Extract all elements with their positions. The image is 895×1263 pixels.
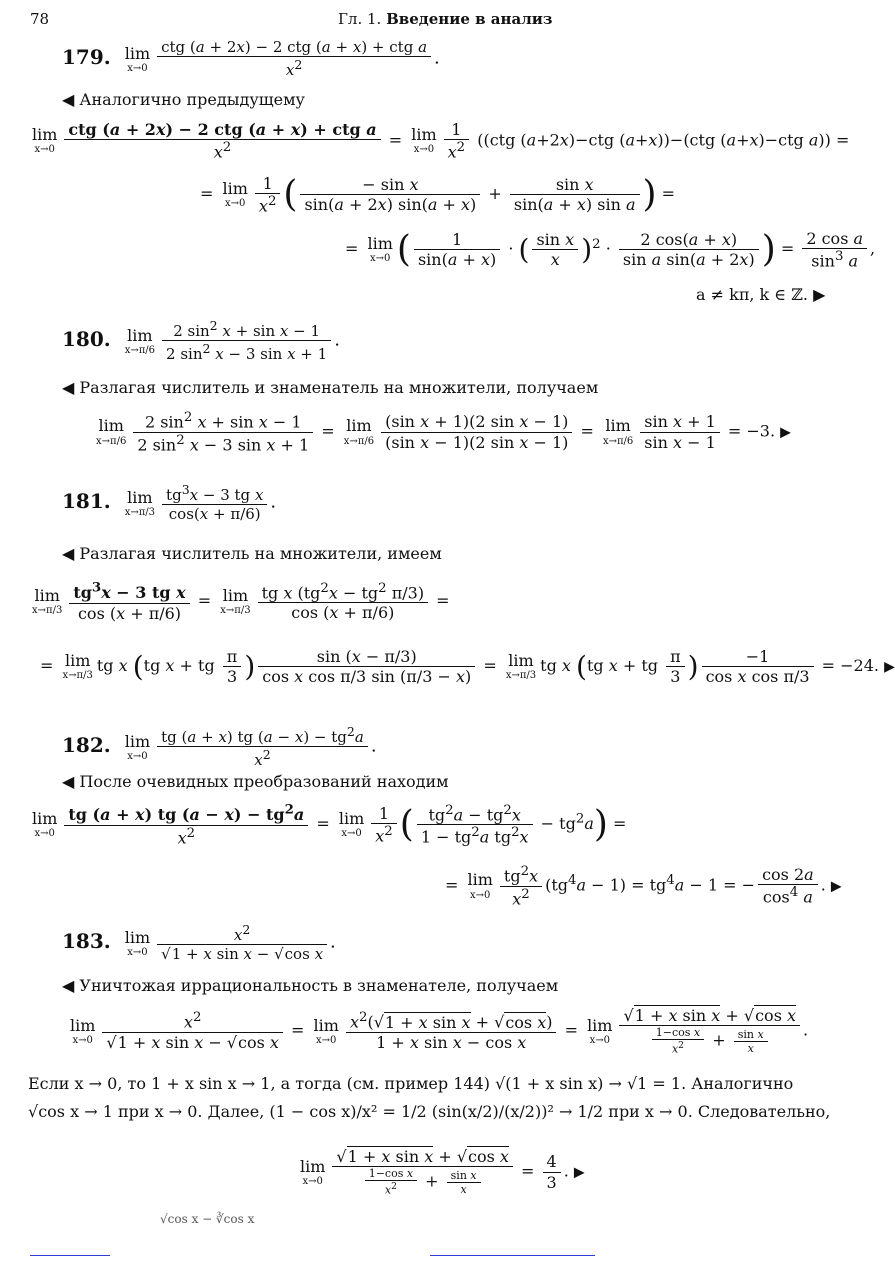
solution-step-2: = lim x→π/3 tg x (tg x + tg $\frac{\pi}{3}$ ) $\frac{\sin (x - \pi/3)}{\text{cos x cos π/3 sin (π/3 − x)}}$ = lim x→π/3 tg x (tg x + tg $\frac{\pi}{3}$ ) $\frac{-1}{\text{cos x cos π/3}}$ = −24. ▶ — [40, 647, 895, 687]
footer-rule-left — [30, 1255, 110, 1256]
page-number: 78 — [30, 10, 50, 28]
problem-number: 183. — [62, 928, 111, 953]
solution-text-2: √cos x → 1 при x → 0. Далее, (1 − cos x)/x² = 1/2 (sin(x/2)/(x/2))² → 1/2 при x → 0. Следовательно, — [28, 1102, 831, 1121]
problem-statement: 179. lim x→0 $\frac{\text{ctg (a + 2x) − 2 ctg (a + x) + ctg a}}{x^2}$ . — [62, 38, 440, 79]
solution-text-1: Если x → 0, то 1 + x sin x → 1, а тогда (см. пример 144) √(1 + x sin x) → √1 = 1. Аналогично — [28, 1074, 794, 1093]
solution-intro: ◀ После очевидных преобразований находим — [62, 772, 449, 791]
solution-step-2: = lim x→0 $\frac{tg^2x}{x^2}$ $(tg^4a - 1) = tg^4a - 1$ = − $\frac{\cos 2a}{\cos^4 a}$ . ▶ — [445, 864, 842, 908]
solution-conclusion: a ≠ kπ, k ∈ ℤ. ▶ — [696, 285, 826, 304]
problem-statement: 180. lim x→π/6 $\frac{2 \sin^2 x + \sin x - 1}{2 \sin^2 x - 3 \sin x + 1}$ . — [62, 318, 340, 363]
solution-step-1: lim x→0 $\frac{tg (a + x) tg (a - x) - tg^2a}{x^2}$ = lim x→0 $\frac{1}{x^2}$ ( $\frac{tg^2a - tg^2x}{1 - tg^2a tg^2x}$ − $tg^2a$) = — [32, 802, 627, 847]
chapter-label: Гл. 1. — [338, 10, 382, 28]
problem-statement: 183. lim x→0 $\frac{x^2}{\text{√1 + x sin x − √cos x}}$ . — [62, 922, 336, 963]
solution-step-2: = lim x→0 $\frac{1}{x^2}$ ( $\frac{\text{− sin x}}{\sin(a + 2x) \sin(a + x)}$ + $\frac{\text{sin x}}{\text{sin(a + x) sin a}}$ ) = — [200, 173, 676, 216]
solution-final: lim x→0 √1 + x sin x + √cos x $\frac{\text{1−cos x}}{x^2}$ + $\frac{\text{sin x}}{x}$ = $\frac{4}{3}$ . ▶ — [300, 1147, 585, 1198]
problem-number: 180. — [62, 326, 111, 351]
solution-step-1: lim x→π/3 $\frac{tg^3x - 3 tg x}{\cos (x + \pi/6)}$ = lim x→π/3 $\frac{tg x (tg^2x - tg^2 \pi/3)}{\cos (x + \pi/6)}$ = — [32, 580, 450, 623]
solution-step-1: lim x→0 $\frac{\text{ctg (a + 2x) − 2 ctg (a + x) + ctg a}}{x^2}$ = lim x→0 $\frac{1}{x^2}$ ((ctg (a+2x)−ctg (a+x))−(ctg (a+x)−ctg a)) = — [32, 120, 850, 162]
solution-intro: ◀ Разлагая числитель на множители, имеем — [62, 544, 442, 563]
problem-number: 182. — [62, 732, 111, 757]
chapter-title: Введение в анализ — [386, 10, 553, 28]
running-header — [338, 10, 553, 28]
problem-statement: 182. lim x→0 $\frac{tg (a + x) tg (a - x) - tg^2a}{x^2}$ . — [62, 724, 377, 769]
solution-step-1: lim x→π/6 $\frac{2 \sin^2 x + \sin x - 1}{2 \sin^2 x - 3 \sin x + 1}$ = lim x→π/6 $\frac{\text{(sin x + 1)(2 sin x − 1)}}{\text{(sin x − 1)(2 sin x − 1)}}$ = lim x→π/6 $\frac{\text{sin x + 1}}{\text{sin x − 1}}$ = −3. ▶ — [96, 410, 791, 454]
problem-number: 179. — [62, 44, 111, 69]
problem-number: 181. — [62, 488, 111, 513]
cut-off-line: √cos x − ∛cos x — [160, 1212, 255, 1226]
solution-intro: ◀ Аналогично предыдущему — [62, 90, 305, 109]
solution-intro: ◀ Уничтожая иррациональность в знаменателе, получаем — [62, 976, 559, 995]
solution-step-1: lim x→0 $\frac{x^2}{\text{√1 + x sin x − √cos x}}$ = lim x→0 $\frac{x^2(√1 + x \sin x + √\cos x)}{\text{1 + x sin x − cos x}}$ = lim x→0 √1 + x sin x + √cos x $\frac{\text{1−cos x}}{x^2}$ + $\frac{\text{sin x}}{x}$ . — [70, 1006, 809, 1057]
problem-statement: 181. lim x→π/3 $\frac{tg^3x - 3 tg x}{\cos(x + \pi/6)}$ . — [62, 482, 277, 523]
footer-rule-right — [430, 1255, 595, 1256]
solution-intro: ◀ Разлагая числитель и знаменатель на множители, получаем — [62, 378, 599, 397]
solution-step-3: = lim x→0 ( $\frac{1}{\sin(a + x)}$ · ( $\frac{\text{sin x}}{x}$ )$^2$ · $\frac{2 \cos(a + x)}{\text{sin a sin(a + 2x)}}$ ) = $\frac{\text{2 cos a}}{\sin^3 a}$ , — [345, 228, 876, 271]
